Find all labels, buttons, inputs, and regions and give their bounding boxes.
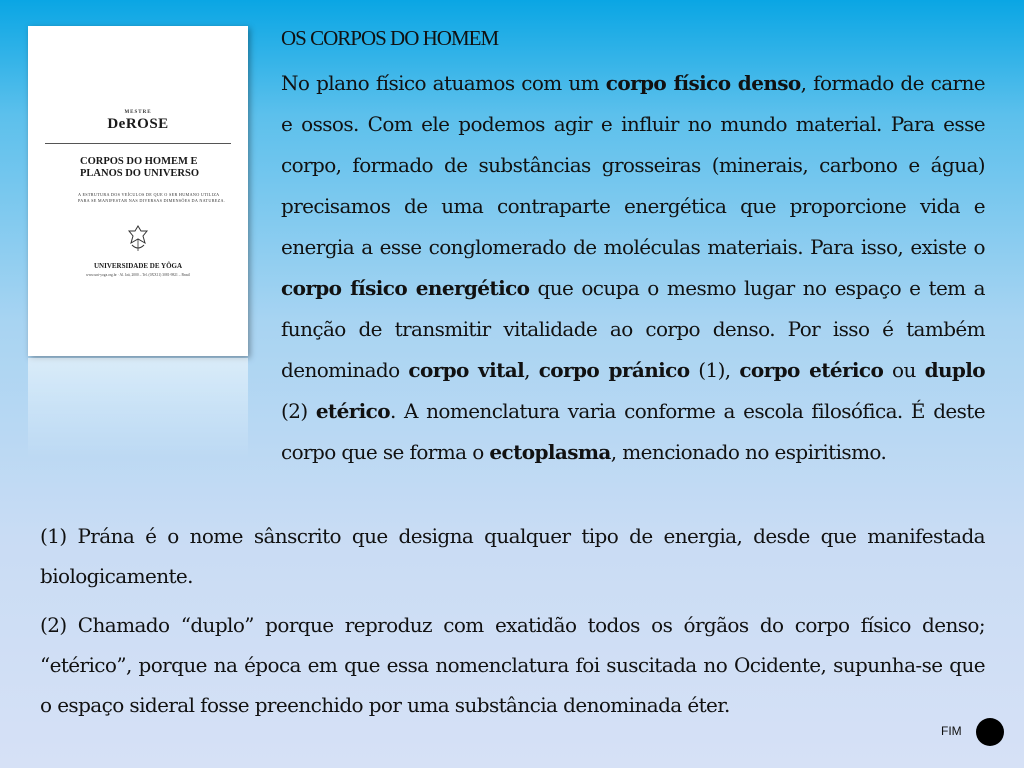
footnote-1: (1) Prána é o nome sânscrito que designa qualquer tipo de energia, desde que manifestada biologicamente. (40, 524, 985, 588)
book-title-line2: PLANOS DO UNIVERSO (80, 168, 200, 179)
book-reflection (28, 358, 248, 458)
footnote-2: (2) Chamado “duplo” porque reproduz com exatidão todos os órgãos do corpo físico denso; “etérico”, porque na época em que essa nomenclatura foi suscitada no Ocidente, supunha-se que o espaço sideral fosse preenchido por uma substância denominada éter. (40, 613, 985, 717)
term-corpo-fisico-energetico: corpo físico energético (281, 276, 530, 300)
book-fine-print: www.uni-yoga.org.br · Al. Jaú, 2000 – Tel. (0XX11) 3081-9821 – Brasil (85, 273, 191, 277)
text-run: No plano físico atuamos com um (281, 71, 606, 95)
end-navigation-button[interactable] (976, 718, 1004, 746)
book-author: DeROSE (107, 116, 169, 132)
term-corpo-vital: corpo vital (408, 358, 525, 382)
text-run: , mencionado no espiritismo. (610, 440, 887, 464)
book-divider (45, 143, 231, 144)
term-ectoplasma: ectoplasma (489, 440, 611, 464)
term-eterico: etérico (315, 399, 390, 423)
book-description: A ESTRUTURA DOS VEÍCULOS DE QUE O SER HUMANO UTILIZA PARA SE MANIFESTAR NAS DIVERSAS DIMENSÕES DA NATUREZA. (78, 192, 226, 203)
book-cover-image (28, 26, 248, 356)
main-paragraph (281, 63, 985, 473)
book-mestre-label: MESTRE (124, 110, 152, 115)
slide-heading: OS CORPOS DO HOMEM (281, 26, 499, 50)
text-run: (2) (281, 399, 316, 423)
text-run: , formado de carne e ossos. Com ele podemos agir e influir no mundo material. Para esse corpo, formado de substâncias grosseiras (minerais, carbono e água) precisamos de uma contraparte energética que proporcione vida e energia a esse conglomerado de moléculas materiais. Para isso, existe o (281, 71, 986, 259)
text-run: que ocupa o mesmo lugar no espaço e tem a função de transmitir vitalidade ao corpo denso. Por isso é também denominado (281, 276, 985, 382)
term-corpo-pranico: corpo pránico (538, 358, 690, 382)
book-title (28, 156, 248, 180)
text-run: ou (883, 358, 925, 382)
term-corpo-eterico: corpo etérico (739, 358, 884, 382)
term-duplo: duplo (924, 358, 986, 382)
end-label: FIM (941, 724, 962, 738)
book-title-line1: CORPOS DO HOMEM E (80, 156, 198, 167)
text-run: . A nomenclatura varia conforme a escola filosófica. É deste corpo que se forma o (281, 399, 985, 464)
term-corpo-fisico-denso: corpo físico denso (605, 71, 801, 95)
text-run: (1), (689, 358, 740, 382)
text-run: , (524, 358, 539, 382)
emblem-icon (127, 225, 149, 253)
book-university: UNIVERSIDADE DE YÔGA (93, 262, 183, 270)
